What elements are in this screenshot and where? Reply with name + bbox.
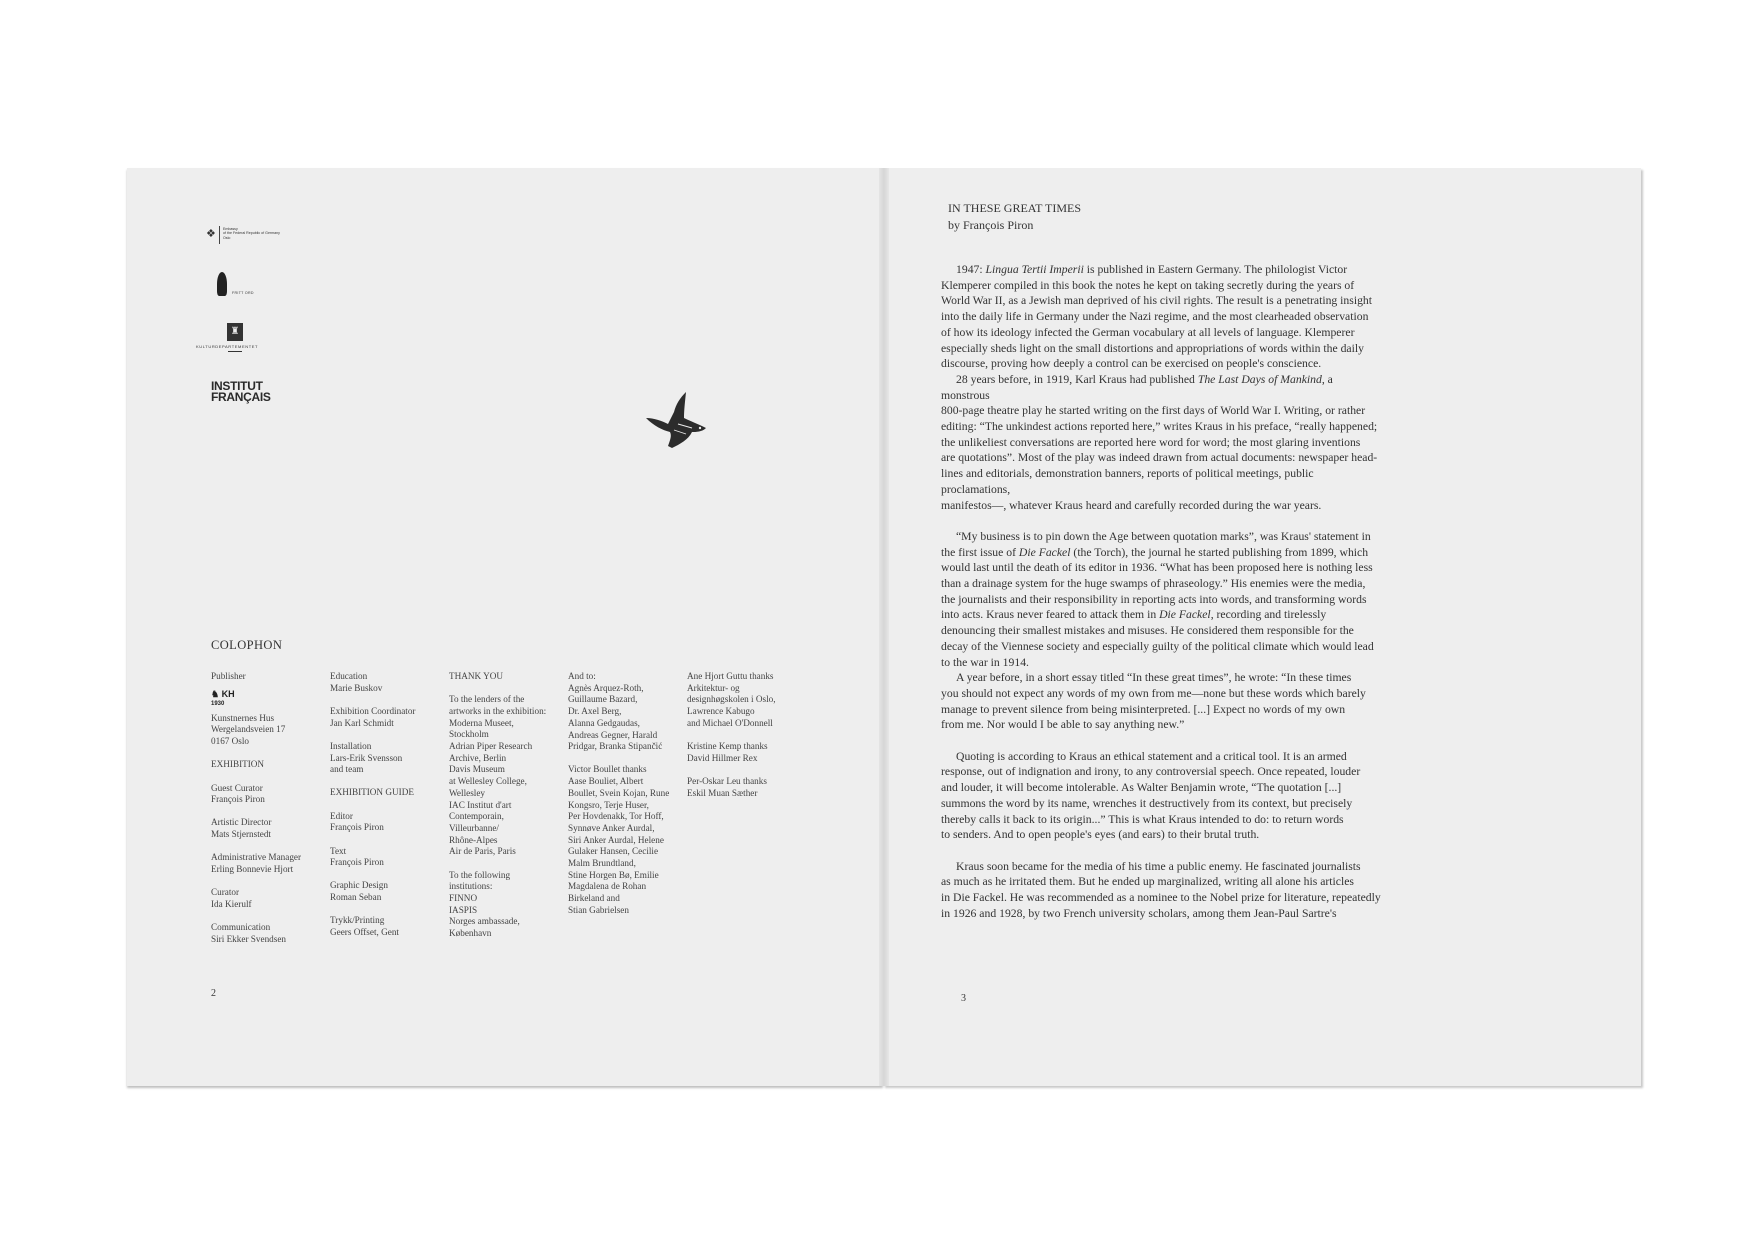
article-heading	[948, 200, 1081, 234]
colophon-line: Wergelandsveien 17	[211, 724, 286, 735]
colophon-line: Per Hovdenakk, Tor Hoff,	[568, 811, 664, 822]
colophon-line: Malm Brundtland,	[568, 858, 636, 869]
colophon-column-2	[330, 671, 442, 939]
colophon-line: Stockholm	[449, 729, 489, 740]
colophon-column-4	[568, 671, 680, 917]
colophon-line: Kunstnernes Hus	[211, 712, 275, 723]
colophon-line: Installation	[330, 740, 372, 751]
colophon-line: Pridgar, Branka Stipančić	[568, 741, 663, 752]
colophon-line: Adrian Piper Research	[449, 741, 533, 752]
colophon-line: François Piron	[330, 822, 384, 833]
article-paragraph: “My business is to pin down the Age between quotation marks”, was Kraus' statement in the first issue of Die Fackel (the Torch), the journal he started publishing from 1899, which would last until the death of its editor in 1936. “What has been proposed here is nothing less than a drainage system for the huge swamps of phraseology.” His enemies were the media, the journalists and their responsibility in reporting acts into words, and transforming words into acts. Kraus never feared to attack them in Die Fackel, recording and tirelessly denouncing their smallest mistakes and misuses. He considered them responsible for the decay of the Viennese society and especially guilty of the political climate which would lead to the war in 1914.	[941, 529, 1374, 669]
fritt-ord-logo-text: FRITT ORD	[232, 291, 254, 295]
article-paragraph: A year before, in a short essay titled “In these great times”, he wrote: “In these times you should not expect any words of my own from me—none but these words which barely manage to prevent silence from being misinterpreted. [...] Expect no words of my own from me. Nor would I be able to say anything new.”	[941, 671, 1366, 732]
colophon-line: Erling Bonnevie Hjort	[211, 864, 294, 875]
colophon-line: and Michael O'Donnell	[687, 717, 773, 728]
colophon-line: Roman Seban	[330, 892, 382, 903]
colophon-line: François Piron	[330, 857, 384, 868]
colophon-line: Guest Curator	[211, 782, 263, 793]
colophon-line: Davis Museum	[449, 764, 505, 775]
colophon-line: Victor Boullet thanks	[568, 764, 647, 775]
colophon-line: EXHIBITION GUIDE	[330, 787, 414, 798]
colophon-line: at Wellesley College,	[449, 776, 527, 787]
institut-francais-line1: INSTITUT	[211, 379, 263, 393]
colophon-line: Norges ambassade,	[449, 916, 520, 927]
kulturdepartementet-logo-text: KULTURDEPARTEMENTET	[196, 344, 259, 349]
colophon-line: Synnøve Anker Aurdal,	[568, 822, 655, 833]
article-paragraph: Kraus soon became for the media of his time a public enemy. He fascinated journalists as much as he irritated them. But he ended up marginalized, writing all alone his articles in Die Fackel. He was recommended as a nominee to the Nobel prize for literature, repeatedly in 1926 and 1928, by two French university scholars, among them Jean-Paul Sartre's	[941, 859, 1381, 920]
colophon-line: Editor	[330, 810, 353, 821]
colophon-line: Wellesley	[449, 787, 485, 798]
kh-logo-mark: ♞ KH	[211, 688, 235, 699]
colophon-line: Ida Kierulf	[211, 898, 252, 909]
kunstnernes-hus-logo	[211, 689, 323, 709]
colophon-line: EXHIBITION	[211, 759, 265, 770]
colophon-line: To the lenders of the	[449, 694, 525, 705]
colophon-line: FINNO	[449, 892, 478, 903]
colophon-line: Stian Gabrielsen	[568, 904, 629, 915]
colophon-line: artworks in the exhibition:	[449, 705, 547, 716]
institut-francais-line2: FRANÇAIS	[211, 390, 271, 404]
colophon-line: Lawrence Kabugo	[687, 706, 755, 717]
colophon-line: Arkitektur- og	[687, 682, 740, 693]
embassy-logo	[206, 226, 316, 246]
colophon-line: Per-Oskar Leu thanks	[687, 775, 767, 786]
article-byline: by François Piron	[948, 218, 1034, 232]
colophon-line: Stine Horgen Bø, Emilie	[568, 869, 659, 880]
crest-icon: ♜	[227, 323, 243, 341]
colophon-line: Mats Stjernstedt	[211, 829, 271, 840]
colophon-line: Eskil Muan Sæther	[687, 787, 758, 798]
kh-logo-year: 1930	[211, 700, 225, 707]
colophon-column-1	[211, 671, 323, 946]
colophon-line: Marie Buskov	[330, 682, 383, 693]
colophon-line: Education	[330, 671, 368, 681]
colophon-line: Alanna Gedgaudas,	[568, 717, 640, 728]
colophon-line: IASPIS	[449, 904, 478, 915]
colophon-line: Magdalena de Rohan	[568, 881, 647, 892]
colophon-line: Gulaker Hansen, Cecilie	[568, 846, 659, 857]
colophon-line: Geers Offset, Gent	[330, 927, 399, 938]
colophon-line: Kongsro, Terje Huser,	[568, 799, 649, 810]
colophon-line: Aase Bouliet, Albert	[568, 776, 644, 787]
colophon-title: COLOPHON	[211, 638, 283, 652]
institut-francais-logo	[211, 381, 271, 411]
colophon-line: Jan Karl Schmidt	[330, 717, 394, 728]
kulturdepartementet-logo	[196, 323, 278, 357]
colophon-line: THANK YOU	[449, 671, 504, 681]
colophon-line: Andreas Gegner, Harald	[568, 729, 658, 740]
article-paragraph: 28 years before, in 1919, Karl Kraus had published The Last Days of Mankind, a monstrous 800-page theatre play he started writing on the first days of World War I. Writing, or rather editing: “The unkindest actions reported here,” writes Kraus in his preface, “really happened; the unlikeliest conversations are reported here word for word; the most glaring inventions are quotations”. Most of the play was indeed drawn from actual documents: newspaper head- lines and editorials, demonstration banners, reports of political meetings, public proclamations, manifestos—, whatever Kraus heard and carefully recorded during the war years.	[941, 372, 1378, 512]
colophon-line: Guillaume Bazard,	[568, 694, 638, 705]
article-title: IN THESE GREAT TIMES	[948, 201, 1082, 215]
book-gutter	[879, 168, 889, 1086]
colophon-line: Graphic Design	[330, 880, 388, 891]
colophon-line: Siri Anker Aurdal, Helene	[568, 834, 664, 845]
colophon-line: Villeurbanne/	[449, 822, 499, 833]
fritt-ord-logo	[217, 272, 277, 300]
embassy-logo-text: Embassy of the Federal Republic of Germany Oslo	[223, 227, 280, 240]
colophon-line: Text	[330, 845, 347, 856]
colophon-line: Rhône-Alpes	[449, 834, 498, 845]
colophon-line: Air de Paris, Paris	[449, 846, 516, 857]
book-spread	[127, 168, 1641, 1086]
colophon-line: Contemporain,	[449, 811, 504, 822]
colophon-line: 0167 Oslo	[211, 736, 250, 747]
colophon-column-3	[449, 671, 561, 940]
colophon-line: And to:	[568, 671, 596, 681]
colophon-line: David Hillmer Rex	[687, 752, 758, 763]
swallow-bird-illustration	[640, 388, 712, 458]
colophon-line: Publisher	[211, 671, 246, 681]
colophon-line: Moderna Museet,	[449, 717, 514, 728]
left-page-number: 2	[211, 988, 216, 999]
colophon-line: Exhibition Coordinator	[330, 705, 416, 716]
article-body	[941, 262, 1384, 921]
colophon-line: Birkeland and	[568, 893, 620, 904]
colophon-column-5	[687, 671, 799, 799]
colophon-line: designhøgskolen i Oslo,	[687, 694, 776, 705]
colophon-line: To the following	[449, 869, 511, 880]
colophon-line: Boullet, Svein Kojan, Rune	[568, 787, 670, 798]
colophon-line: Curator	[211, 887, 240, 898]
colophon-line: IAC Institut d'art	[449, 799, 512, 810]
article-paragraph: 1947: Lingua Tertii Imperii is published in Eastern Germany. The philologist Victor Klemperer compiled in this book the notes he kept on taking secretly during the years of World War II, as a Jewish man deprived of his civil rights. The result is a penetrating insight into the daily life in Germany under the Nazi regime, and the most clearheaded observation of how its ideology infected the German vocabulary at all levels of language. Klemperer especially sheds light on the small distortions and appropriations of words within the daily discourse, proving how deeply a control can be exercised on people's conscience.	[941, 263, 1373, 371]
colophon-line: Ane Hjort Guttu thanks	[687, 671, 774, 681]
colophon-line: Siri Ekker Svendsen	[211, 933, 287, 944]
article-paragraph: Quoting is according to Kraus an ethical statement and a critical tool. It is an armed response, out of indignation and irony, to any controversial speech. Once repeated, louder and louder, it will become intolerable. As Walter Benjamin wrote, “The quotation [...] summons the word by its name, wrenches it destructively from its context, but precisely thereby calls it back to its origin...” This is what Kraus intended to do: to return words to senders. And to open people's eyes (and ears) to their brutal truth.	[941, 749, 1361, 842]
colophon-line: Trykk/Printing	[330, 915, 385, 926]
colophon-line: Lars-Erik Svensson	[330, 752, 403, 763]
colophon-line: Archive, Berlin	[449, 752, 507, 763]
colophon-line: Kristine Kemp thanks	[687, 741, 768, 752]
eagle-icon: ❖	[206, 228, 216, 240]
colophon-line: Artistic Director	[211, 817, 272, 828]
colophon-line: François Piron	[211, 794, 265, 805]
colophon-line: København	[449, 928, 492, 939]
colophon-line: and team	[330, 764, 364, 775]
left-page	[127, 168, 883, 1086]
colophon-line: Communication	[211, 922, 271, 933]
leaf-icon	[217, 272, 227, 296]
colophon-line: Administrative Manager	[211, 852, 302, 863]
colophon-line: Dr. Axel Berg,	[568, 706, 622, 717]
colophon-line: Agnès Arquez-Roth,	[568, 682, 644, 693]
right-page-number: 3	[961, 993, 966, 1004]
colophon-line: institutions:	[449, 881, 493, 892]
